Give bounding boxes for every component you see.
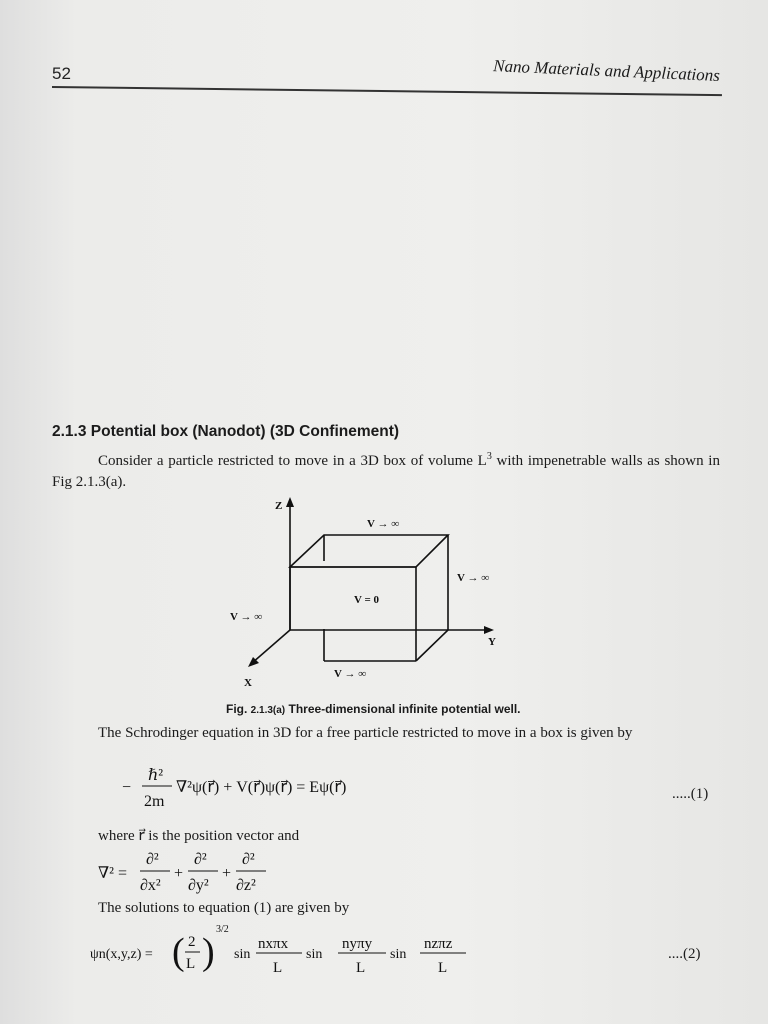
box-back-edges xyxy=(290,567,416,630)
solutions-line: The solutions to equation (1) are given by xyxy=(98,900,350,916)
eq1-denominator: 2m xyxy=(144,793,165,810)
intro-superscript: 3 xyxy=(486,451,492,462)
x-axis-label: X xyxy=(244,677,252,689)
equation-2-number: ....(2) xyxy=(668,946,701,962)
schrodinger-equation xyxy=(120,762,720,812)
intro-text-b: with impenetrable walls as shown in Fig 2.1.3(a). xyxy=(52,453,720,490)
svg-text:nzπz: nzπz xyxy=(424,936,453,952)
schrodinger-intro: The Schrodinger equation in 3D for a free particle restricted to move in a box is given by xyxy=(98,725,633,741)
svg-text:): ) xyxy=(202,931,215,973)
svg-text:L: L xyxy=(438,960,448,976)
svg-text:nyπy: nyπy xyxy=(342,936,373,952)
label-top-potential: V → ∞ xyxy=(367,518,400,530)
caption-prefix: Fig. xyxy=(226,702,248,716)
svg-text:sin: sin xyxy=(390,947,407,962)
eq2-exponent: 3/2 xyxy=(216,924,229,935)
wavefunction-equation xyxy=(90,918,570,980)
equation-1-number: .....(1) xyxy=(672,786,709,802)
z-arrowhead xyxy=(286,497,294,507)
svg-text:nxπx: nxπx xyxy=(258,936,289,952)
svg-text:∂²: ∂² xyxy=(146,851,159,868)
caption-text: Three-dimensional infinite potential well. xyxy=(288,702,521,716)
eq1-body: ∇²ψ(r⃗) + V(r⃗)ψ(r⃗) = Eψ(r⃗) xyxy=(176,779,347,796)
svg-text:+: + xyxy=(174,865,184,882)
y-axis-label: Y xyxy=(488,636,496,648)
box-top-face xyxy=(290,535,448,567)
potential-box-figure xyxy=(230,495,510,695)
intro-text-a: Consider a particle restricted to move in a 3D box of volume L xyxy=(98,453,487,469)
eq2-lhs: ψn(x,y,z) = xyxy=(90,947,153,962)
where-line: where r⃗ is the position vector and xyxy=(98,828,300,844)
label-left-potential: V → ∞ xyxy=(230,611,263,623)
section-heading: 2.1.3 Potential box (Nanodot) (3D Confinement) xyxy=(52,423,400,440)
book-title: Nano Materials and Applications xyxy=(492,56,721,85)
svg-text:L: L xyxy=(186,956,196,972)
page-number: 52 xyxy=(52,64,71,83)
laplacian-definition xyxy=(96,846,296,898)
label-right-potential: V → ∞ xyxy=(457,572,490,584)
svg-text:L: L xyxy=(356,960,366,976)
svg-text:sin: sin xyxy=(306,947,323,962)
svg-text:∂²: ∂² xyxy=(242,851,255,868)
caption-number: 2.1.3(a) xyxy=(250,705,286,716)
svg-text:∂y²: ∂y² xyxy=(188,877,209,894)
page-header xyxy=(52,56,722,88)
svg-text:sin: sin xyxy=(234,947,251,962)
svg-text:∂z²: ∂z² xyxy=(236,877,256,894)
figure-caption xyxy=(226,702,521,716)
svg-text:+: + xyxy=(222,865,232,882)
svg-text:∂²: ∂² xyxy=(194,851,207,868)
laplacian-lhs: ∇² = xyxy=(98,865,127,882)
eq1-numerator: ℏ² xyxy=(148,767,164,784)
label-bottom-potential: V → ∞ xyxy=(334,668,367,680)
intro-paragraph xyxy=(52,446,720,493)
y-arrowhead xyxy=(484,626,494,634)
svg-text:(: ( xyxy=(172,931,185,973)
svg-text:∂x²: ∂x² xyxy=(140,877,161,894)
label-inside-potential: V = 0 xyxy=(354,594,380,606)
svg-text:−: − xyxy=(122,779,132,796)
svg-text:2: 2 xyxy=(188,934,196,950)
svg-text:L: L xyxy=(273,960,283,976)
z-axis-label: Z xyxy=(275,500,283,512)
x-axis xyxy=(252,630,290,663)
